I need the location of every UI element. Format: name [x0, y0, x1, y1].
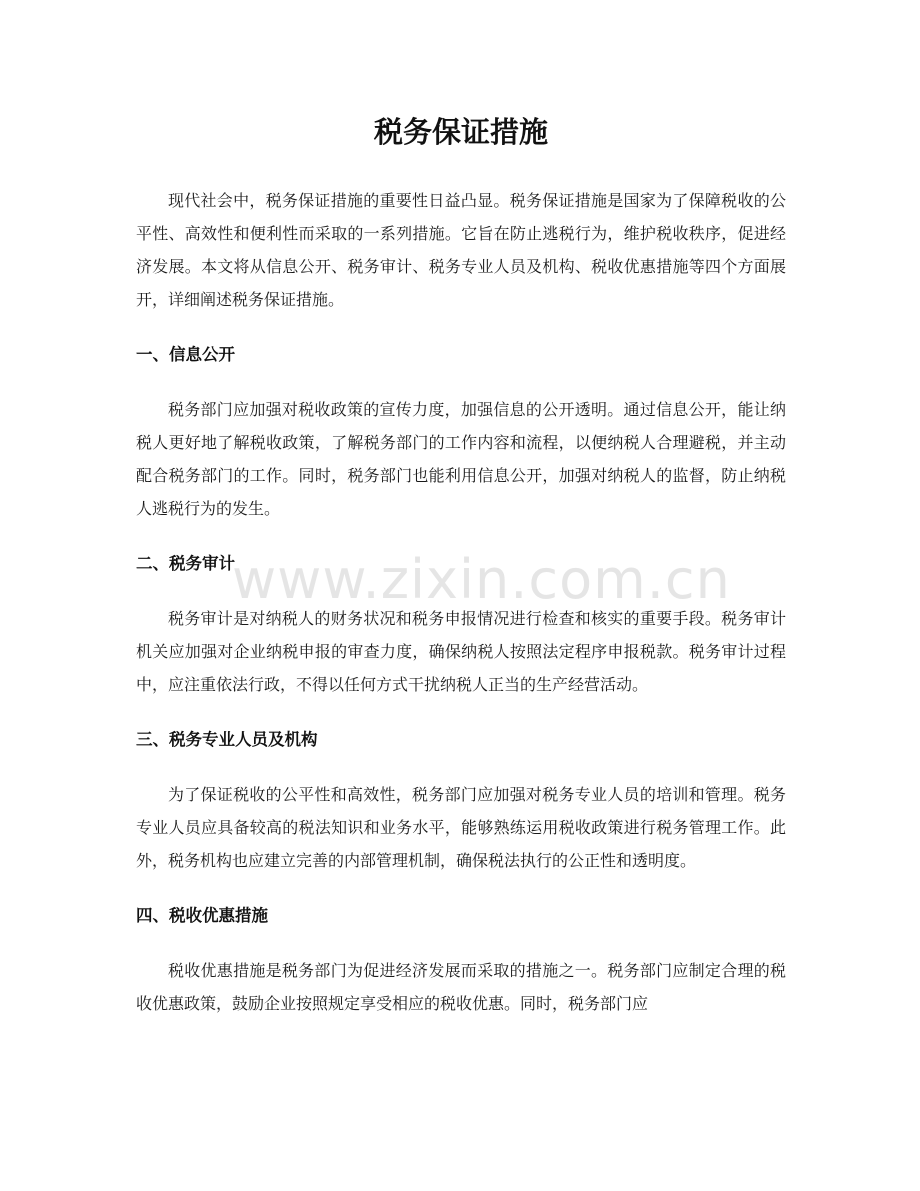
section-heading-info-disclosure: 一、信息公开 — [136, 345, 235, 364]
intro-paragraph: 现代社会中，税务保证措施的重要性日益凸显。税务保证措施是国家为了保障税收的公平性、高效性和便利性而采取的一系列措施。它旨在防止逃税行为，维护税收秩序，促进经济发展。本文将从信息公开、税务审计、税务专业人员及机构、税收优惠措施等四个方面展开，详细阐述税务保证措施。 — [136, 191, 786, 309]
section-body-info-disclosure: 税务部门应加强对税收政策的宣传力度，加强信息的公开透明。通过信息公开，能让纳税人更好地了解税收政策，了解税务部门的工作内容和流程，以便纳税人合理避税，并主动配合税务部门的工作。同时，税务部门也能利用信息公开，加强对纳税人的监督，防止纳税人逃税行为的发生。 — [136, 400, 786, 518]
watermark: www.zixin.com.cn — [232, 548, 731, 611]
document-title: 税务保证措施 — [373, 115, 548, 149]
section-body-tax-audit: 税务审计是对纳税人的财务状况和税务申报情况进行检查和核实的重要手段。税务审计机关应加强对企业纳税申报的审查力度，确保纳税人按照法定程序申报税款。税务审计过程中，应注重依法行政，不得以任何方式干扰纳税人正当的生产经营活动。 — [136, 609, 786, 694]
document-content — [136, 110, 786, 1042]
section-body-tax-professionals: 为了保证税收的公平性和高效性，税务部门应加强对税务专业人员的培训和管理。税务专业人员应具备较高的税法知识和业务水平，能够熟练运用税收政策进行税务管理工作。此外，税务机构也应建立完善的内部管理机制，确保税法执行的公正性和透明度。 — [136, 785, 786, 870]
section-heading-tax-incentives: 四、税收优惠措施 — [136, 906, 268, 925]
section-body-tax-incentives: 税收优惠措施是税务部门为促进经济发展而采取的措施之一。税务部门应制定合理的税收优惠政策，鼓励企业按照规定享受相应的税收优惠。同时，税务部门应 — [136, 961, 786, 1013]
section-heading-tax-audit: 二、税务审计 — [136, 554, 235, 573]
section-heading-tax-professionals: 三、税务专业人员及机构 — [136, 730, 318, 749]
